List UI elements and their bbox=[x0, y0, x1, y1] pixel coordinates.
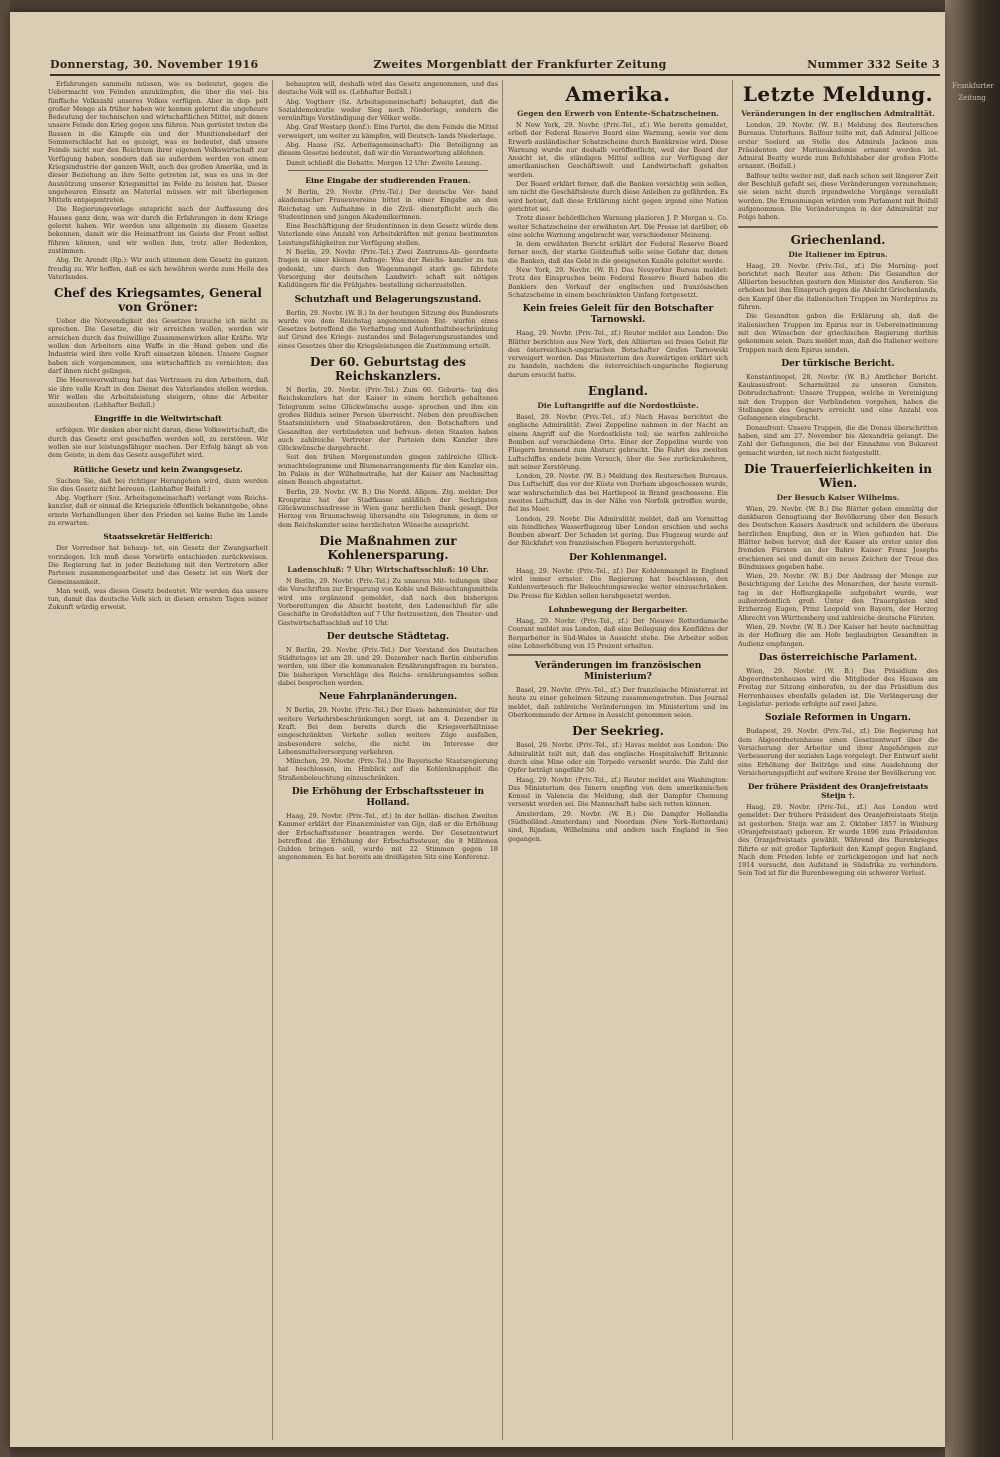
paragraph: Die Gesandten gaben die Erklärung ab, daß die italienischen Truppen im Epirus nur in Uebereinstimmung mit den Wünschen der griechischen Regierung dorthin gekommen seien. Dazu meldet man, daß die Italiener weitere Truppen nach dem Epirus senden. bbox=[738, 312, 938, 354]
paragraph: New York, 29. Novbr. (W. B.) Das Neuyorker Bureau meldet: Trotz des Einspruches beim Federal Reserve Board haben die Bankiers den Verkauf der englischen und französischen Schatzscheine in einem beschränkten Umfang fortgesetzt. bbox=[508, 266, 728, 299]
spine-label: Frankfurter Zeitung bbox=[952, 82, 994, 102]
article-heading: Letzte Meldung. bbox=[742, 82, 934, 106]
article-subheading: Veränderungen in der englischen Admiralität. bbox=[741, 109, 935, 118]
paragraph: N Berlin, 29. Novbr. (Priv.-Tel.) Der Vorstand des Deutschen Städtetages ist am 28. und 29. Dezember nach Berlin einberufen worden, um über die kommunalen Ernährungsfragen zu beraten. Die bisherigen Vorschläge des Reichs- ernährungsamtes sollen dabei besprochen werden. bbox=[278, 645, 498, 688]
paragraph: Abg. Haase (Sz. Arbeitsgemeinschaft): Die Beteiligung an diesem Gesetze bedeutet, daß wir die Verantwortung ablehnen. bbox=[278, 141, 498, 158]
paragraph: Man weiß, was dieses Gesetz bedeutet. Wir werden das unsere tun, damit das deutsche Volk sich in diesen ernsten Tagen seiner Zukunft würdig erweist. bbox=[48, 586, 268, 612]
paragraph: Wien, 29. Novbr. (W. B.) Der Andrang der Menge zur Besichtigung der Leiche des Monarchen, der heute vormit- tag in der Hofburgkapelle aufgebahrt wurde, war außerordentlich groß. Unter den Trauergästen sind Erzherzog Eugen, Prinz Leopold von Bayern, der Herzog Albrecht von Württemberg und zahlreiche deutsche Fürsten. bbox=[738, 572, 938, 622]
masthead-rule bbox=[50, 74, 940, 76]
section-subheading: Rütliche Gesetz und kein Zwangsgesetz. bbox=[73, 464, 243, 474]
paragraph: Haag, 29. Novbr. (Priv.-Tel., zf.) Der Nieuwe Rotterdamsche Courant meldet aus London, daß eine Beilegung des Konfliktes der Bergarbeiter in Süd-Wales in Aussicht stehe. Die Arbeiter sollen eine Lohnerhöhung von 15 Prozent erhalten. bbox=[508, 616, 728, 650]
paragraph: Haag, 29. Novbr. (Priv.-Tel., zf.) Der Kohlenmangel in England wird immer ernster. Die Regierung hat beschlossen, den Kohlenverbrauch für Beleuchtungszwecke weiter einzuschränken. Die Preise für Kohlen sollen herabgesetzt werden. bbox=[508, 566, 728, 600]
paragraph: Wien, 29. Novbr. (W. B.) Der Kaiser hat heute nachmittag in der Hofburg die am Hofe beglaubigten Gesandten in Audienz empfangen. bbox=[738, 622, 938, 648]
article-heading: Griechenland. bbox=[790, 232, 886, 247]
article-heading: Chef des Kriegsamtes, General von Gröner: bbox=[54, 286, 262, 315]
newspaper-title: Zweites Morgenblatt der Frankfurter Zeitung bbox=[373, 58, 667, 71]
paragraph: N New York, 29. Novbr. (Priv.-Tel., zf.) Wie bereits gemeldet, erließ der Federal Reserve Board eine Warnung, sowie vor dem Erwerb ausländischer Schatzscheine durch Bankkreise wird. Diese Warnung wurde nur deshalb veröffentlicht, weil der Board der Ansicht ist, die ständigen Mittel sollten zur Verfügung der amerikanischen Geschäftswelt und Landwirtschaft gehalten werden. bbox=[508, 121, 728, 179]
paragraph: Haag, 29. Novbr. (Priv.-Tel., zf.) Aus London wird gemeldet: Der frühere Präsident des Oranjefreistaats Steijn ist gestorben. Steijn war am 2. Oktober 1857 in Winburg (Oranjefreistaat) geboren. Er wurde 1896 zum Präsidenten des Oranjefreistaats gewählt. Während des Burenkrieges führte er mit großer Tapferkeit den Kampf gegen England. Nach dem Frieden lebte er zurückgezogen und hat noch 1914 versucht, den Aufstand in Südafrika zu verhindern. Sein Tod ist für die Burenbewegung ein schwerer Verlust. bbox=[738, 803, 938, 878]
paragraph: London, 29. Novbr. Die Admiralität meldet, daß am Vormittag ein feindliches Wasserflugzeug über London erschien und sechs Bomben abwarf. Der Schaden ist gering. Das Flugzeug wurde auf der Rückfahrt von französischen Fliegern heruntergeholt. bbox=[508, 514, 728, 548]
paragraph: Donaufront: Unsere Truppen, die die Donau überschritten haben, sind am 27. November bis Alexandria gelangt. Die Zahl der Gefangenen, die bei der Einnahme von Bukarest gemacht wurden, ist noch nicht festgestellt. bbox=[738, 423, 938, 457]
article-heading: Veränderungen im französischen Ministerium? bbox=[534, 661, 702, 683]
paragraph: Trotz dieser behördlichen Warnung plazieren J. P. Morgan u. Co. weiter Schatzscheine der erwähnten Art. Die Presse ist darüber, ob eine solche Warnung angebracht war, verschiedener Meinung. bbox=[508, 214, 728, 239]
paragraph: Basel, 29. Novbr. (Priv.-Tel., zf.) Nach Havas berichtet die englische Admiralität: Zwei Zeppeline nahmen in der Nacht an einem Angriff auf die Nordostküste teil; sie warfen zahlreiche Bomben auf verschiedene Orte. Einer der Zeppeline wurde von Fliegern brennend zum Absturz gebracht. Die Fahrt des zweiten Luftschiffes endete beim Versuch, über die See zurückzukehren, mit seiner Zerstörung. bbox=[508, 413, 728, 471]
paragraph: In dem erwähnten Bericht erklärt der Federal Reserve Board ferner noch, der starke Goldzufluß solle seine Gefahr dar, denen die Banken, daß das Gold in die geeigneten Kanäle geleitet werde. bbox=[508, 240, 728, 265]
column-4 bbox=[738, 80, 938, 1440]
paragraph: Basel, 29. Novbr. (Priv.-Tel., zf.) Havas meldet aus London: Die Admiralität teilt mit, daß das englische Hospitalschiff Britannic durch eine Mine oder ein Torpedo versenkt wurde. Die Zahl der Opfer beträgt ungefähr 50. bbox=[508, 741, 728, 775]
paragraph: N Berlin, 29. Novbr. (Priv.-Tel.) Zwei Zentrums-Ab- geordnete fragen in einer kleinen Anfrage: Was der Reichs- kanzler zu tun gedenkt, um durch den Wagenmangel stark ge- fährdete Versorgung der deutschen Landwirt- schaft mit nötigen Kalidüngern für die Frühjahrs- bestellung sicherzustellen. bbox=[278, 248, 498, 290]
article-heading: Der Seekrieg. bbox=[572, 724, 664, 739]
masthead bbox=[50, 58, 940, 74]
column-3 bbox=[508, 80, 728, 1440]
page-edge-left bbox=[0, 0, 10, 1457]
paragraph: Erfahrungen sammeln müssen, wie es bedeutet, gegen die Uebermacht von Feinden anzukämpfen, die über die viel- bis fünffache Volkszahl unseres Volkes verfügen. Aber in dop- pelt großer Menge als früher haben wir kennen gelernt die ungeheure Bedeutung der technischen und wirtschaftlichen Mittel, mit denen unsere Feinde den Krieg gegen uns führen. Nun gerüstet treten die Russen in die Kämpfe ein und der Munitionsbedarf der Sommerschlacht hat es gezeigt, was es bedeutet, daß unsere Feinde nicht nur den Reichtum ihrer eigenen Volkswirtschaft zur Verfügung haben, sondern daß sie außerdem werden von einem Kriegsindustrie der ganzen Welt, auch des großen Amerika, und in dieser Beziehung an ihre Seite getreten ist, was es uns in der Ausnützung unserer Kriegsmittel im Felde zu leisten hat. Dieser ungeheuren Einsatz an Material müssen wir mit überlegenen Mitteln entgegentreten. bbox=[48, 80, 268, 205]
article-subheading: Die Luftangriffe auf die Nordostküste. bbox=[537, 401, 699, 411]
article-heading: Die Trauerfeierlichkeiten in Wien. bbox=[744, 461, 932, 490]
paragraph: Der Board erklärt ferner, daß die Banken vorsichtig sein sollen, um nicht die Geschäftsleute durch diese Anleihen zu gefährden. Es wird betont, daß diese Erklärung nicht gegen irgend eine Nation gerichtet sei. bbox=[508, 180, 728, 213]
article-heading: Der Kohlenmangel. bbox=[569, 552, 667, 563]
paragraph: Haag, 29. Novbr. (Priv.-Tel., zf.) Die Morning- post berichtet nach Reuter aus Athen: Die Gesandten der Alliierten besuchten gestern den Minister des Aeußeren. Sie erhoben bei ihm Einspruch gegen die Absicht Griechenlands, den Kampf über die italienischen Truppen im Nordepirus zu führen. bbox=[738, 261, 938, 312]
article-subheading: Die Italiener im Epirus. bbox=[788, 249, 888, 259]
issue-number: Nummer 332 Seite 3 bbox=[807, 58, 940, 71]
article-heading: Die Maßnahmen zur Kohlenersparung. bbox=[319, 534, 457, 563]
paragraph: Haag, 29. Novbr. (Priv.-Tel., zf.) In der hollän- dischen Zweiten Kammer erklärt der Finanzminister van Gijn, daß er die Erhöhung der Erbschaftssteuer beantragen werde. Der Gesetzentwurf betreffend die Erhöhung der Erbschaftssteuer, die 8 Millionen Gulden bringen soll, wurde mit 22 Stimmen gegen 18 angenommen. Es hat bereits am dreißigsten Sitz eine Konferenz. bbox=[278, 812, 498, 862]
paragraph: N Berlin, 29. Novbr. (Priv.-Tel.) Zum 60. Geburts- tag des Reichskanzlers hat der Kaiser in einem herzlich gehaltenen Telegramm seine Glückwünsche ausge- sprochen und ihm ein großes Bildnis seiner Person überreicht. Neben den preußischen Staatsministern und Staatssekretären, den Botschaftern und Gesandten der verbündeten und befreun- deten Staaten haben auch zahlreiche Vertreter der Parteien dem Kanzler ihre Glückwünsche dargebracht. bbox=[278, 386, 498, 453]
column-1 bbox=[48, 80, 268, 1440]
paragraph: London, 29. Novbr. (W. B.) Meldung des Reuterschen Bureaus. Unterhaus. Balfour teilte mit, daß Admiral Jellicoe erster Seelord an Stelle des Admirals Jackson zum Präsidenten der Marineakademie ernannt worden ist. Admiral Beatty wurde zum Befehlshaber der großen Flotte ernannt. (Beifall.) bbox=[738, 121, 938, 171]
section-subheading: Staatssekretär Helfferich: bbox=[103, 532, 213, 542]
article-subheading: Der Besuch Kaiser Wilhelms. bbox=[776, 492, 900, 502]
article-heading: England. bbox=[588, 384, 648, 399]
paragraph: Haag, 29. Novbr. (Priv.-Tel., zf.) Reuter meldet aus London: Die Blätter berichten aus New York, den Alliierten sei freies Geleit für den österreichisch-ungarischen Botschafter Grafen Tarnowski verweigert worden. Das Ministerium des Auswärtigen erklärt sich zu handeln, nachdem die österreichisch-ungarische Regierung darum ersucht hatte. bbox=[508, 329, 728, 379]
article-heading: Der frühere Präsident des Oranjefreistaats Steijn †. bbox=[747, 782, 929, 801]
paragraph: Seit den frühen Morgenstunden gingen zahlreiche Glück- wunschtelegramme und Blumenarrangements für den Kanzler ein. Im Palais in der Wilhelmstraße, hat der Kaiser am Nachmittag einen Besuch abgestattet. bbox=[278, 453, 498, 487]
paragraph: Suchen Sie, daß bei richtiger Herangehen wird, dann werden Sie dies Gesetz nicht bereuen. (Lebhafter Beifall.) bbox=[48, 476, 268, 493]
paragraph: Eine Beschäftigung der Studentinnen in dem Gesetz würde dem Vaterlande eine Anzahl von Arbeitskräften mit genau bestimmten Leistungsfähigkeiten zur Verfügung stellen. bbox=[278, 222, 498, 247]
paragraph: Die Heeresverwaltung hat das Vertrauen zu den Arbeitern, daß sie ihre volle Kraft in den Dienst des Vaterlandes stellen werden. Wir wollen die Arbeitsleistung steigern, ohne die Arbeiter auszubeuten. (Lebhafter Beifall.) bbox=[48, 376, 268, 410]
paragraph: Abg. Vogtherr (Soz. Arbeitsgemeinschaft) verlangt vom Reichs- kanzler, daß er einmal die Kriegsziele öffentlich bekanntgebe, ohne ernste Verhandlungen über den Frieden sei keine Ruhe im Lande zu erwarten. bbox=[48, 494, 268, 528]
article-heading: Der türkische Bericht. bbox=[781, 358, 895, 369]
page-edge-right bbox=[945, 0, 1000, 1457]
article-heading: Lohnbewegung der Bergarbeiter. bbox=[548, 604, 688, 614]
paragraph: erfolgen. Wir denken aber nicht daran, diese Volkswirtschaft, die durch das Gesetz erst geschaffen werden soll, zu zerstören. Wir wollen sie nur leistungsfähiger machen. Der Erfolg hängt ab von dem Geiste, in dem das Gesetz ausgeführt wird. bbox=[48, 426, 268, 460]
article-heading: Eine Eingabe der studierenden Frauen. bbox=[305, 175, 471, 185]
article-subheading: Ladenschluß: 7 Uhr; Wirtschaftsschluß: 10 Uhr. bbox=[287, 565, 489, 575]
section-subheading: Eingriffe in die Weltwirtschaft bbox=[94, 414, 222, 424]
article-heading: Der 60. Geburtstag des Reichskanzlers. bbox=[310, 355, 466, 384]
paragraph: N Berlin, 29. Novbr. (Priv.-Tel.) Zu unseren Mit- teilungen über die Vorschriften zur Ersparung von Kohle und Beleuchtungsmitteln wird uns ergänzend gemeldet, daß nach den bisherigen Vorbereitungen die Absicht besteht, den Ladenschluß für alle Geschäfte in Großstädten auf 7 Uhr festzusetzen, den Theater- und Gastwirtschaftsschluß auf 10 Uhr. bbox=[278, 577, 498, 627]
column-rule bbox=[272, 80, 273, 1440]
paragraph: Balfour teilte weiter mit, daß nach schon seit längerer Zeit der Beschluß gefaßt sei, diese Veränderungen vorzunehmen; sie seien nicht durch irgendwelche Vorgänge veranlaßt worden. Die Ernennungen würden vom Parlament mit Beifall aufgenommen. Die Veränderungen in der Admiralität zur Folge haben. bbox=[738, 171, 938, 222]
article-heading: Das österreichische Parlament. bbox=[758, 652, 918, 663]
divider bbox=[288, 170, 488, 171]
article-heading: Neue Fahrplanänderungen. bbox=[318, 692, 458, 703]
article-heading: Kein freies Geleit für den Botschafter Tarnowski. bbox=[522, 304, 714, 326]
paragraph: London, 29. Novbr. (W. B.) Meldung des Reuterschen Bureaus. Das Luftschiff, das vor der Küste von Durham abgeschossen wurde, war wahrscheinlich das bei Hartlepool in Brand geschossene. Ein zweites Luftschiff, das in der Nähe von Norfolk getroffen wurde, fiel ins Meer. bbox=[508, 472, 728, 514]
paragraph: N Berlin, 29. Novbr. (Priv.-Tel.) Der deutsche Ver- band akademischer Frauenvereine bittet in einer Eingabe an den Reichstag um Aufnahme in die Zivil- dienstpflicht auch die Studentinnen und jungen Akademikerinnen. bbox=[278, 187, 498, 221]
paragraph: Konstantinopel, 28. Novbr. (W. B.) Amtlicher Bericht. Kaukasusfront: Scharmützel zu unseren Gunsten. Dobrudschafront: Unsere Truppen, welche in Vereinigung mit den Truppen der Verbündeten vorgehen, haben die Stellungen des Gegners erreicht und eine Anzahl von Gefangenen eingebracht. bbox=[738, 372, 938, 423]
article-heading: Amerika. bbox=[565, 82, 671, 106]
paragraph: Ueber die Notwendigkeit des Gesetzes brauche ich nicht zu sprechen. Die Gesetze, die wir erreichen wollen, werden wir erreichen durch das freiwillige Zusammenwirken aller Kräfte. Wir wollen den Arbeitern eine Waffe in die Hand geben und die Industrie wird ihre volle Kraft einsetzen können. Unsere Gegner haben sich vorgenommen, uns wirtschaftlich zu vernichten; das darf ihnen nicht gelingen. bbox=[48, 317, 268, 375]
paragraph: München, 29. Novbr. (Priv.-Tel.) Die Bayerische Staatsregierung hat beschlossen, im Hinblick auf die Kohlenknappheit die Straßenbeleuchtung einzuschränken. bbox=[278, 757, 498, 782]
paragraph: Wien, 29. Novbr. (W. B.) Das Präsidium des Abgeordnetenhauses wird die Mitglieder des Hauses am Freitag zur Sitzung einberufen, zu der das Präsidium des Herrenhauses ebenfalls geladen ist. Die Verlängerung der Legislatur- periode erfolgte auf zwei Jahre. bbox=[738, 666, 938, 709]
paragraph: Damit schließt die Debatte. Morgen 12 Uhr: Zweite Lesung. bbox=[286, 158, 482, 167]
divider bbox=[738, 226, 938, 228]
article-heading: Schutzhaft und Belagerungszustand. bbox=[294, 294, 482, 305]
paragraph: Basel, 29. Novbr. (Priv.-Tel., zf.) Der französische Ministerrat ist heute zu einer geheimen Sitzung zusammengetreten. Das Journal meldet, daß zahlreiche Veränderungen im Ministerium und im Oberkommando der Armee in Aussicht genommen seien. bbox=[508, 686, 728, 720]
column-2 bbox=[278, 80, 498, 1440]
article-heading: Soziale Reformen in Ungarn. bbox=[765, 713, 911, 724]
article-subheading: Gegen den Erwerb von Entente-Schatzscheinen. bbox=[517, 109, 719, 118]
paragraph: Abg. Vogtherr (Sz. Arbeitsgemeinschaft) behauptet, daß die Sozialdemokratie weder Sieg noch Niederlage, sondern die vernünftige Verständigung der Völker wolle. bbox=[278, 97, 498, 123]
paragraph: Wien, 29. Novbr. (W. B.) Die Blätter geben einmütig der dankbaren Genugtuung der Bevölkerung über den Besuch des Deutschen Kaisers Ausdruck und schildern die überaus herzlichen Empfang, den er in Wien gefunden hat. Die Blätter heben hervor, daß der Kaiser als erster unter den fremden Fürsten an der Bahre Kaiser Franz Josephs erschienen sei und damit ein neues Zeichen der Treue des Bündnisses gegeben habe. bbox=[738, 504, 938, 571]
paragraph: behaupten will, deshalb wird das Gesetz angenommen, und das deutsche Volk will es. (Lebhafter Beifall.) bbox=[278, 80, 498, 97]
divider bbox=[508, 654, 728, 656]
paragraph: Abg. Dr. Arendt (Rp.): Wir auch stimmen dem Gesetz im ganzen freudig zu. Wir hoffen, daß es sich bewähren werde zum Heile des Vaterlandes. bbox=[48, 256, 268, 281]
paragraph: Der Vorredner hat behaup- tet, ein Gesetz der Zwangsarbeit vorzulegen. Ich muß diese Vorwürfe entschieden zurückweisen. Die Regierung hat in jeder Beziehung mit den Vertretern aller Parteien zusammengearbeitet und das Gesetz ist ein Werk der Gemeinsamkeit. bbox=[48, 544, 268, 586]
paragraph: Haag, 29. Novbr. (Priv.-Tel., zf.) Reuter meldet aus Washington: Das Ministerium des Innern empfing von dem amerikanischen Konsul in Valencia die Meldung, daß der Dampfer Chemung versenkt worden sei. Die Mannschaft habe sich retten können. bbox=[508, 775, 728, 809]
paragraph: Die Regierungsvorlage entspricht nach der Auffassung des Hauses ganz dem, was wir durch die Erfahrungen in dem Kriege gelernt haben. Wir werden uns allgemein zu diesem Gesetze bekennen, damit wir die Heimatfront im Geiste der Front selbst führen können, und wir wollen ihm, trotz aller Bedenken, zustimmen. bbox=[48, 205, 268, 255]
article-heading: Der deutsche Städtetag. bbox=[326, 631, 450, 642]
column-rule bbox=[502, 80, 503, 1440]
paragraph: Berlin, 29. Novbr. (W. B.) Die Nordd. Allgem. Ztg. meldet: Der Kronprinz hat der Stadtkasse anläßlich der Sechzigsten Glückwunschsadresse in Wien ganz herzlichen Dank gesagt. Der Herzog von Braunschweig übersandte ein Telegramm, in dem er dem Reichskanzler seine herzlichsten Wünsche ausspricht. bbox=[278, 487, 498, 529]
paragraph: Berlin, 29. Novbr. (W. B.) In der heutigen Sitzung des Bundesrats wurde von dem Reichstag angenommenen Ent- wurfen eines Gesetzes betreffend die Verhaftung und Aufenthaltsbeschränkung auf Grund des Kriegs- zustandes und Belagerungszustandes und eines Gesetzes über die Kriegsleistungen die Zustimmung erteilt. bbox=[278, 308, 498, 350]
paragraph: Abg. Graf Westarp (konf.): Eine Partei, die dem Feinde die Mittel verweigert, um weiter zu kämpfen, will Deutsch- lands Niederlage. bbox=[278, 123, 498, 140]
paragraph: Amsterdam, 29. Novbr. (W. B.) Die Dampfer Hollandia (Südholländ.-Amsterdam) und Noordam (New York–Rotterdam) sind, Rijndam, Wilhelmina und andere nach England in See gegangen. bbox=[508, 809, 728, 843]
article-heading: Die Erhöhung der Erbschaftssteuer in Holland. bbox=[291, 787, 485, 808]
column-rule bbox=[732, 80, 733, 1440]
issue-date: Donnerstag, 30. November 1916 bbox=[50, 58, 259, 71]
paragraph: N Berlin, 29. Novbr. (Priv.-Tel.) Der Eisen- bahnminister, der für weitere Verkehrsbeschränkungen sorgt, ist am 4. Dezember in Kraft. Bei dem bereits durch die Kriegsverhältnisse eingeschränkten Verkehr sollen weitere Züge ausfallen, insbesondere solche, die nicht im Interesse der Lebensmittelversorgung verkehren. bbox=[278, 706, 498, 756]
paragraph: Budapest, 29. Novbr. (Priv.-Tel., zf.) Die Regierung hat dem Abgeordnetenhause einen Gesetzentwurf über die Versicherung der Arbeiter und ihrer Angehörigen zur Verbesserung der sozialen Lage vorgelegt. Der Entwurf sieht eine Erhöhung der Beiträge und eine Ausdehnung der Versicherungspflicht auf weitere Kreise der Bevölkerung vor. bbox=[738, 727, 938, 777]
